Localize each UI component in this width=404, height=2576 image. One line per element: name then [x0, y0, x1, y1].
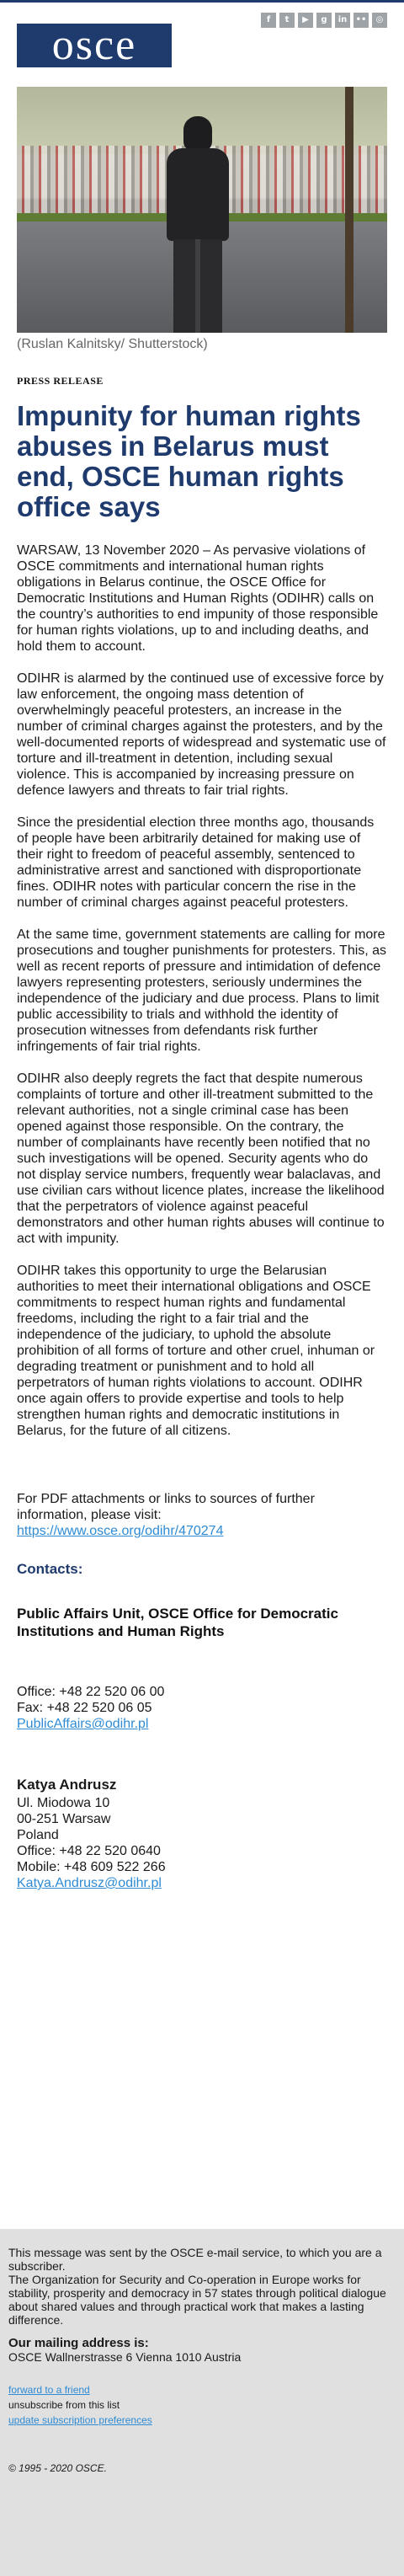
pdf-link[interactable]: https://www.osce.org/odihr/470274 [17, 1524, 224, 1538]
person-street: Ul. Miodowa 10 [17, 1796, 110, 1810]
contact-person-name: Katya Andrusz [17, 1777, 117, 1793]
forward-to-friend-link[interactable]: forward to a friend [8, 2384, 90, 2396]
article-paragraph: ODIHR is alarmed by the continued use of excessive force by law enforcement, the ongoing mass detention of overwhelmingly peaceful protesters, an increase in the number of criminal charges against the protesters, and by the well-documented reports of widespread and systematic use of torture and ill-treatment in detention, including sexual violence. This is accompanied by increasing pressure on defence lawyers and threats to fair trial rights. [17, 671, 386, 798]
person-city: 00-251 Warsaw [17, 1812, 111, 1826]
unsubscribe-text[interactable]: unsubscribe from this list [8, 2399, 120, 2411]
unit-office-phone: Office: +48 22 520 06 00 [17, 1685, 165, 1699]
unit-fax: Fax: +48 22 520 06 05 [17, 1701, 152, 1715]
footer-sent-note: This message was sent by the OSCE e-mail service, to which you are a subscriber. [8, 2246, 382, 2273]
linkedin-icon[interactable]: in [335, 13, 350, 28]
article-paragraph: Since the presidential election three months ago, thousands of people have been arbitrarily detained for making use of their right to freedom of peaceful assembly, sentenced to administrative arrest and sanctioned with disproportionate fines. ODIHR notes with particular concern the rise in the number of criminal charges against peaceful protesters. [17, 815, 375, 910]
footer-org-note: The Organization for Security and Co-operation in Europe works for stability, prosperity and democracy in 57 states through political dialogue about shared values and through practical work that makes a lasting difference. [8, 2273, 386, 2327]
unit-email-link[interactable]: PublicAffairs@odihr.pl [17, 1717, 149, 1731]
email-footer [0, 2229, 404, 2576]
article-body [17, 542, 387, 1439]
unit-contact-details [17, 1684, 387, 1732]
person-country: Poland [17, 1828, 59, 1842]
flickr-icon[interactable]: •• [354, 13, 369, 28]
googleplus-icon[interactable]: g [316, 13, 332, 28]
mailing-address-heading: Our mailing address is: [8, 2336, 149, 2350]
contact-person-details [17, 1795, 387, 1891]
article-title: Impunity for human rights abuses in Belarus must end, OSCE human rights office says [17, 400, 361, 522]
mailing-address: OSCE Wallnerstrasse 6 Vienna 1010 Austria [8, 2350, 242, 2364]
instagram-icon[interactable]: ◎ [372, 13, 387, 28]
update-preferences-link[interactable]: update subscription preferences [8, 2414, 152, 2426]
osce-logo[interactable] [17, 21, 172, 69]
person-email-link[interactable]: Katya.Andrusz@odihr.pl [17, 1876, 162, 1890]
article-paragraph: ODIHR also deeply regrets the fact that despite numerous complaints of torture and other ill-treatment submitted to the relevant authorities, not a single criminal case has been opened against those responsible. On the contrary, the number of complainants have recently been notified that no such investigations will be opened. Security agents who do not display service numbers, frequently wear balaclavas, and use civilian cars without licence plates, increase the likelihood that the perpetrators of violence against peaceful demonstrators and other human rights abuses will continue to act with impunity. [17, 1072, 385, 1246]
logo-text: osce [51, 21, 137, 69]
twitter-icon[interactable]: t [279, 13, 295, 28]
photo-caption: (Ruslan Kalnitsky/ Shutterstock) [17, 337, 208, 351]
pdf-note-block [17, 1491, 387, 1539]
masked-officer-figure [160, 116, 236, 333]
article-paragraph: ODIHR takes this opportunity to urge the Belarusian authorities to meet their international obligations and OSCE commitments to respect human rights and fundamental freedoms, including the right to a fair trial and the independence of the judiciary, to uphold the absolute prohibition of all forms of torture and other cruel, inhuman or degrading treatment or punishment and to hold all perpetrators of human rights violations to account. ODIHR once again offers to provide expertise and tools to help strengthen human rights and democratic institutions in Belarus, for the future of all citizens. [17, 1264, 375, 1438]
email-header [0, 3, 404, 87]
hero-photo [17, 87, 387, 333]
person-office-phone: Office: +48 22 520 0640 [17, 1844, 161, 1858]
contact-unit-name: Public Affairs Unit, OSCE Office for Democratic Institutions and Human Rights [17, 1606, 338, 1639]
article-paragraph: WARSAW, 13 November 2020 – As pervasive violations of OSCE commitments and international human rights obligations in Belarus continue, the OSCE Office for Democratic Institutions and Human Rights (ODIHR) calls on the country’s authorities to end impunity of those responsible for human rights violations, up to and including deaths, and hold them to account. [17, 543, 379, 654]
social-icons [261, 13, 387, 28]
footer-links [8, 2382, 396, 2428]
facebook-icon[interactable]: f [261, 13, 276, 28]
contacts-heading: Contacts: [17, 1561, 83, 1577]
article-paragraph: At the same time, government statements are calling for more prosecutions and tougher punishments for protesters. This, as well as recent reports of pressure and intimidation of defence lawyers representing protesters, seriously undermines the independence of the judiciary and due process. Plans to limit public accessibility to trials and withhold the identity of prosecution witnesses from defendants risk further infringements of fair trial rights. [17, 927, 387, 1054]
youtube-icon[interactable]: ▶ [298, 13, 313, 28]
person-mobile: Mobile: +48 609 522 266 [17, 1860, 166, 1874]
pdf-note: For PDF attachments or links to sources of further information, please visit: [17, 1492, 315, 1522]
copyright: © 1995 - 2020 OSCE. [8, 2462, 107, 2474]
press-release-label: PRESS RELEASE [17, 375, 104, 387]
